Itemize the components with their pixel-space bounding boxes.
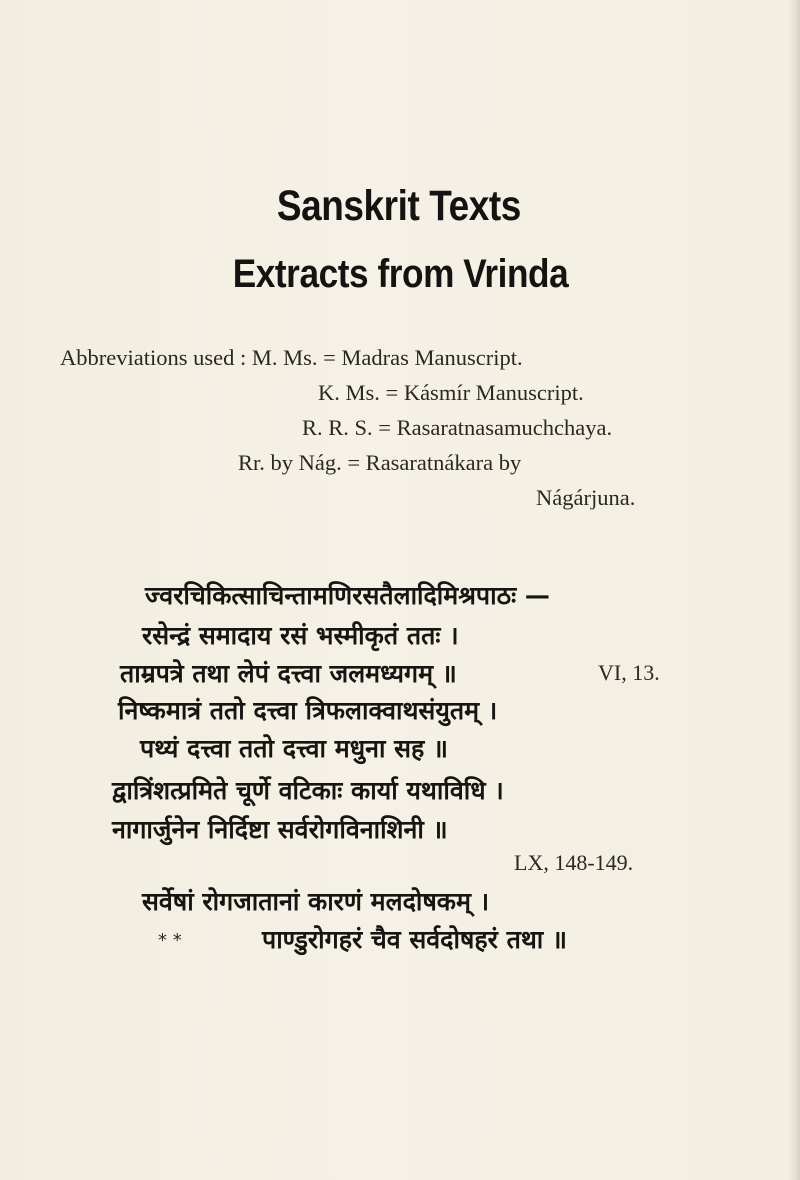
verse-line: ताम्रपत्रे तथा लेपं दत्त्वा जलमध्यगम् ॥	[120, 659, 457, 688]
abbreviation-line: Rr. by Nág. = Rasaratnákara by	[238, 450, 522, 475]
verse-line: पाण्डुरोगहरं चैव सर्वदोषहरं तथा ॥	[262, 925, 567, 954]
sanskrit-heading: ज्वरचिकित्साचिन्तामणिरसतैलादिमिश्रपाठः —	[145, 581, 550, 610]
verse-line: नागार्जुनेन निर्दिष्टा सर्वरोगविनाशिनी ॥	[112, 815, 448, 844]
asterisks: * *	[158, 930, 182, 951]
verse-reference: VI, 13.	[598, 660, 660, 685]
abbreviation-line: Abbreviations used : M. Ms. = Madras Manuscript.	[60, 345, 523, 370]
verse-line: सर्वेषां रोगजातानां कारणं मलदोषकम् ।	[142, 887, 490, 916]
abbreviation-line: R. R. S. = Rasaratnasamuchchaya.	[302, 415, 613, 440]
page-subtitle: Extracts from Vrinda	[232, 252, 569, 296]
abbreviation-line: Nágárjuna.	[536, 485, 636, 510]
verse-line: रसेन्द्रं समादाय रसं भस्मीकृतं ततः ।	[142, 621, 459, 650]
verse-line: पथ्यं दत्त्वा ततो दत्त्वा मधुना सह ॥	[140, 734, 448, 763]
abbreviation-line: K. Ms. = Kásmír Manuscript.	[318, 380, 584, 405]
page-title: Sanskrit Texts	[276, 182, 521, 230]
page-edge	[788, 0, 800, 1180]
verse-line: निष्कमात्रं ततो दत्त्वा त्रिफलाक्वाथसंयुतम् ।	[118, 696, 498, 725]
verse-line: द्वात्रिंशत्प्रमिते चूर्णे वटिकाः कार्या यथाविधि ।	[112, 776, 504, 805]
verse-reference: LX, 148-149.	[514, 850, 634, 875]
